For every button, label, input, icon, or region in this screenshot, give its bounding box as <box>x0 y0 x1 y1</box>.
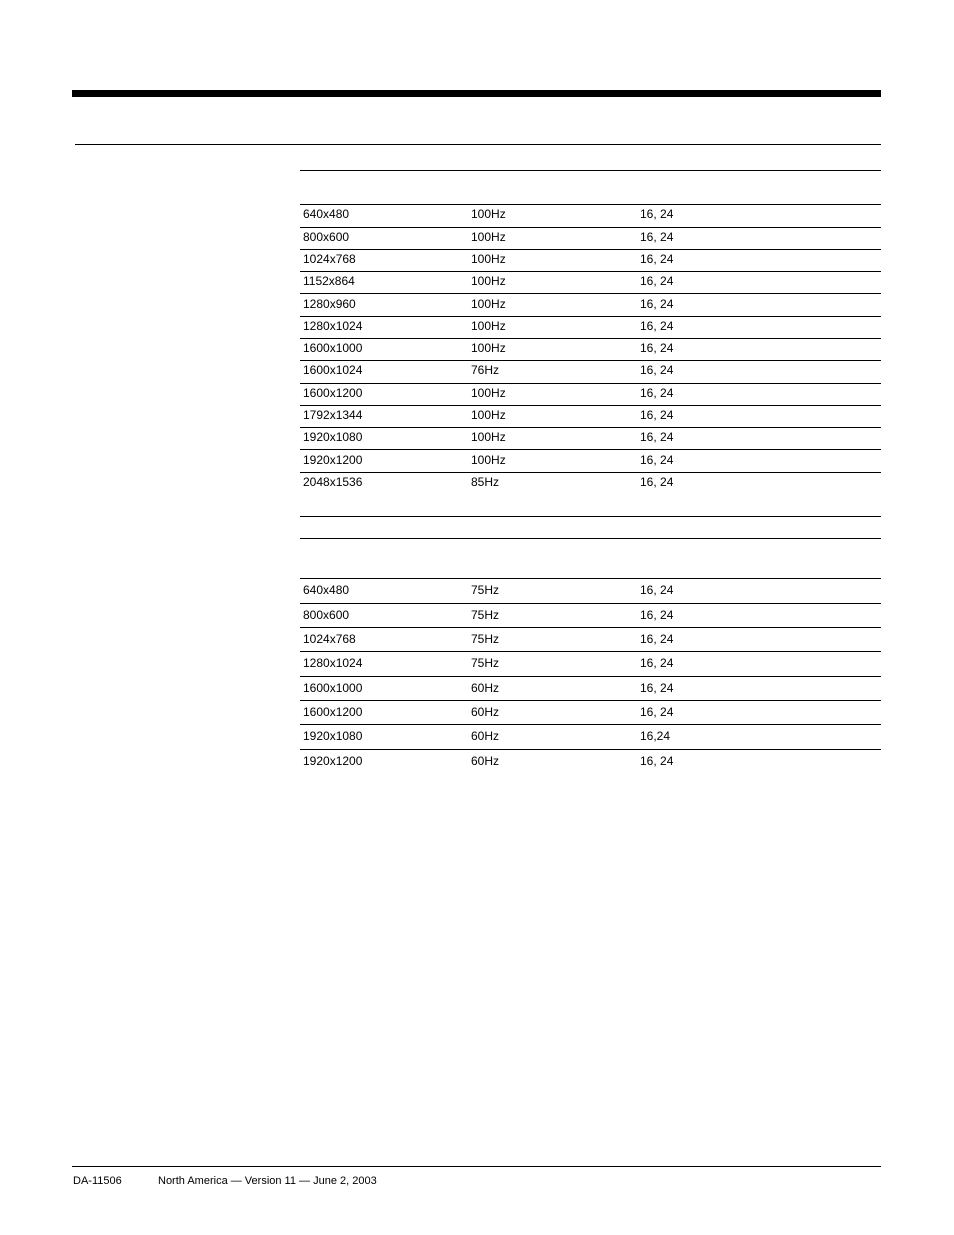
resolution-cell: 1920x1080 <box>303 729 363 743</box>
table-rule <box>300 724 881 725</box>
table-row <box>300 340 881 356</box>
resolution-cell: 1152x864 <box>303 274 355 288</box>
color-depth-cell: 16, 24 <box>640 453 674 467</box>
table-rule <box>300 170 881 171</box>
table-row <box>300 385 881 401</box>
color-depth-cell: 16,24 <box>640 729 671 743</box>
color-depth-cell: 16, 24 <box>640 230 674 244</box>
resolution-cell: 800x600 <box>303 230 350 244</box>
table-row <box>300 582 881 598</box>
table-rule <box>300 271 881 272</box>
color-depth-cell: 16, 24 <box>640 681 674 695</box>
resolution-cell: 1600x1000 <box>303 341 363 355</box>
table-row <box>300 273 881 289</box>
table-row <box>300 680 881 696</box>
resolution-cell: 1600x1200 <box>303 386 363 400</box>
table-rule <box>300 538 881 539</box>
resolution-cell: 1024x768 <box>303 632 356 646</box>
resolution-cell: 1280x1024 <box>303 319 363 333</box>
header-rule <box>75 144 881 145</box>
color-depth-cell: 16, 24 <box>640 341 674 355</box>
refresh-rate-cell: 100Hz <box>471 341 506 355</box>
footer-version-text: North America — Version 11 — June 2, 2003 <box>158 1175 377 1187</box>
table-rule <box>300 516 881 517</box>
resolution-cell: 1792x1344 <box>303 408 363 422</box>
table-row <box>300 631 881 647</box>
resolution-cell: 1920x1080 <box>303 430 363 444</box>
table-rule <box>300 204 881 205</box>
table-rule <box>300 449 881 450</box>
color-depth-cell: 16, 24 <box>640 656 674 670</box>
table-rule <box>300 249 881 250</box>
footer-document-number: DA-11506 <box>73 1175 122 1187</box>
table-row <box>300 407 881 423</box>
table-rule <box>300 405 881 406</box>
table-rule <box>300 472 881 473</box>
table-row <box>300 704 881 720</box>
refresh-rate-cell: 100Hz <box>471 207 506 221</box>
refresh-rate-cell: 75Hz <box>471 656 500 670</box>
table-row <box>300 229 881 245</box>
color-depth-cell: 16, 24 <box>640 207 674 221</box>
color-depth-cell: 16, 24 <box>640 430 674 444</box>
refresh-rate-cell: 100Hz <box>471 408 506 422</box>
resolution-cell: 2048x1536 <box>303 475 363 489</box>
resolution-cell: 800x600 <box>303 608 350 622</box>
refresh-rate-cell: 100Hz <box>471 319 506 333</box>
table-rule <box>300 651 881 652</box>
table-rule <box>300 676 881 677</box>
refresh-rate-cell: 100Hz <box>471 252 506 266</box>
table-rule <box>300 338 881 339</box>
refresh-rate-cell: 75Hz <box>471 632 500 646</box>
color-depth-cell: 16, 24 <box>640 475 674 489</box>
refresh-rate-cell: 100Hz <box>471 430 506 444</box>
refresh-rate-cell: 75Hz <box>471 608 500 622</box>
resolution-cell: 1920x1200 <box>303 453 363 467</box>
color-depth-cell: 16, 24 <box>640 363 674 377</box>
resolution-cell: 1600x1200 <box>303 705 363 719</box>
refresh-rate-cell: 76Hz <box>471 363 500 377</box>
color-depth-cell: 16, 24 <box>640 252 674 266</box>
refresh-rate-cell: 60Hz <box>471 705 500 719</box>
color-depth-cell: 16, 24 <box>640 583 674 597</box>
refresh-rate-cell: 100Hz <box>471 230 506 244</box>
table-row <box>300 728 881 744</box>
top-heading-bar <box>72 90 881 97</box>
table-rule <box>300 360 881 361</box>
color-depth-cell: 16, 24 <box>640 319 674 333</box>
table-row <box>300 296 881 312</box>
resolution-cell: 1920x1200 <box>303 754 363 768</box>
table-rule <box>300 383 881 384</box>
color-depth-cell: 16, 24 <box>640 705 674 719</box>
table-rule <box>300 427 881 428</box>
table-rule <box>300 700 881 701</box>
refresh-rate-cell: 100Hz <box>471 386 506 400</box>
resolution-cell: 1600x1024 <box>303 363 363 377</box>
color-depth-cell: 16, 24 <box>640 608 674 622</box>
table-rule <box>300 293 881 294</box>
table-rule <box>300 578 881 579</box>
color-depth-cell: 16, 24 <box>640 297 674 311</box>
refresh-rate-cell: 60Hz <box>471 681 500 695</box>
table-rule <box>300 749 881 750</box>
refresh-rate-cell: 60Hz <box>471 754 500 768</box>
table-row <box>300 474 881 490</box>
footer-rule <box>72 1166 881 1167</box>
table-row <box>300 429 881 445</box>
resolution-cell: 1280x1024 <box>303 656 363 670</box>
table-row <box>300 206 881 222</box>
resolution-cell: 1024x768 <box>303 252 356 266</box>
resolution-cell: 640x480 <box>303 583 350 597</box>
table-row <box>300 655 881 671</box>
table-row <box>300 753 881 769</box>
table-row <box>300 607 881 623</box>
table-row <box>300 318 881 334</box>
color-depth-cell: 16, 24 <box>640 274 674 288</box>
table-rule <box>300 316 881 317</box>
resolution-cell: 640x480 <box>303 207 350 221</box>
resolution-cell: 1280x960 <box>303 297 356 311</box>
color-depth-cell: 16, 24 <box>640 408 674 422</box>
color-depth-cell: 16, 24 <box>640 386 674 400</box>
table-rule <box>300 627 881 628</box>
refresh-rate-cell: 100Hz <box>471 297 506 311</box>
refresh-rate-cell: 100Hz <box>471 274 506 288</box>
refresh-rate-cell: 85Hz <box>471 475 500 489</box>
refresh-rate-cell: 100Hz <box>471 453 506 467</box>
color-depth-cell: 16, 24 <box>640 632 674 646</box>
color-depth-cell: 16, 24 <box>640 754 674 768</box>
refresh-rate-cell: 60Hz <box>471 729 500 743</box>
table-row <box>300 251 881 267</box>
table-rule <box>300 227 881 228</box>
table-row <box>300 362 881 378</box>
table-rule <box>300 603 881 604</box>
table-row <box>300 452 881 468</box>
resolution-cell: 1600x1000 <box>303 681 363 695</box>
refresh-rate-cell: 75Hz <box>471 583 500 597</box>
